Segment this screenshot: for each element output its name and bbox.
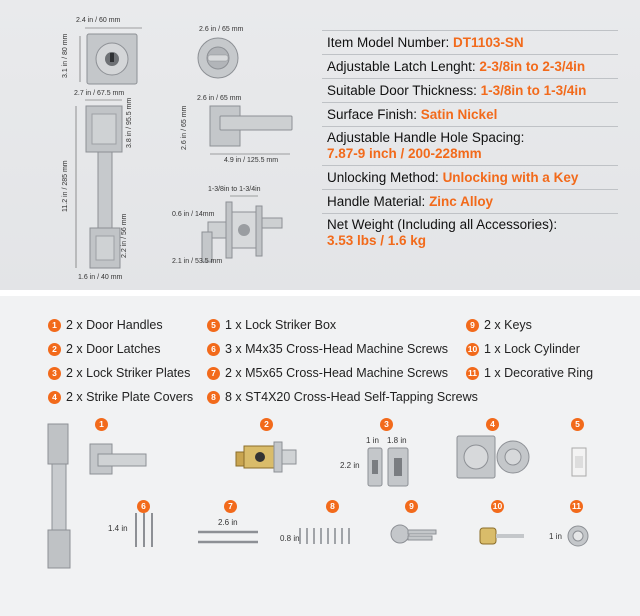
dim-ring: 1 in	[549, 532, 562, 541]
part-5: 5 1 x Lock Striker Box	[207, 318, 336, 332]
dim-door-thickness: 1-3/8in to 1-3/4in	[208, 186, 261, 193]
part-7: 7 2 x M5x65 Cross-Head Machine Screws	[207, 366, 448, 380]
spec-unlocking: Unlocking Method: Unlocking with a Key	[322, 166, 618, 190]
photo-num-8: 8	[326, 500, 339, 513]
dim-deadbolt-height: 3.1 in / 80 mm	[62, 33, 69, 78]
spec-material: Handle Material: Zinc Alloy	[322, 190, 618, 214]
dim-bottom-height: 2.2 in / 56 mm	[121, 213, 128, 258]
photo-num-6: 6	[137, 500, 150, 513]
spec-list	[322, 30, 618, 252]
photo-num-11: 11	[572, 501, 581, 511]
dimension-section	[0, 0, 640, 290]
spec-finish: Surface Finish: Satin Nickel	[322, 103, 618, 127]
dim-plate-height: 3.8 in / 95.5 mm	[126, 97, 133, 148]
photo-num-5: 5	[571, 418, 584, 431]
lever-drawing	[190, 102, 300, 162]
part-8: 8 8 x ST4X20 Cross-Head Self-Tapping Screws	[207, 390, 478, 404]
part-4: 4 2 x Strike Plate Covers	[48, 390, 193, 404]
dim-bottom-width: 1.6 in / 40 mm	[78, 274, 123, 281]
dim-plate-width: 2.7 in / 67.5 mm	[74, 90, 125, 97]
strike-cover-photo	[455, 434, 535, 480]
part-9: 9 2 x Keys	[466, 318, 532, 332]
photo-num-4: 4	[486, 418, 499, 431]
dim-striker-a: 1 in	[366, 436, 379, 445]
part-1: 1 2 x Door Handles	[48, 318, 163, 332]
dim-striker-c: 2.2 in	[340, 461, 360, 470]
keys-photo	[390, 522, 440, 546]
package-contents	[0, 296, 640, 616]
dim-ring-diameter: 2.6 in / 65 mm	[199, 26, 244, 33]
decorative-ring-photo	[566, 524, 590, 548]
deadbolt-knob-drawing	[196, 36, 246, 86]
striker-box-photo	[570, 446, 590, 480]
dim-rose-diameter: 2.6 in / 65 mm	[197, 95, 242, 102]
latch-photo	[230, 436, 300, 476]
photo-num-9: 9	[405, 500, 418, 513]
st4-screws-photo	[298, 526, 358, 548]
m5-screws-photo	[196, 528, 262, 548]
spec-door-thickness: Suitable Door Thickness: 1-3/8in to 1-3/4in	[322, 79, 618, 103]
dim-lever-length: 4.9 in / 125.5 mm	[224, 157, 279, 164]
dim-backset: 2.1 in / 53.5 mm	[172, 258, 223, 265]
part-10: 10 1 x Lock Cylinder	[467, 342, 580, 356]
part-2: 2 2 x Door Latches	[48, 342, 161, 356]
photo-num-1: 1	[95, 418, 108, 431]
spec-model: Item Model Number: DT1103-SN	[322, 30, 618, 55]
dim-screw-m5: 2.6 in	[218, 518, 238, 527]
photo-num-3: 3	[380, 418, 393, 431]
deadbolt-drawing	[60, 24, 150, 84]
spec-hole-spacing: Adjustable Handle Hole Spacing: 7.87-9 inch / 200-228mm	[322, 127, 618, 166]
dim-striker-b: 1.8 in	[387, 436, 407, 445]
dim-deadbolt-width: 2.4 in / 60 mm	[76, 17, 121, 24]
spec-weight: Net Weight (Including all Accessories): 3.53 lbs / 1.6 kg	[327, 217, 558, 248]
dim-screw-st4: 0.8 in	[280, 534, 300, 543]
part-11: 11 1 x Decorative Ring	[468, 366, 594, 380]
spec-latch-length: Adjustable Latch Lenght: 2-3/8in to 2-3/4in	[322, 55, 618, 79]
dim-rose-height: 2.6 in / 65 mm	[181, 105, 188, 150]
part-6: 6 3 x M4x35 Cross-Head Machine Screws	[207, 342, 448, 356]
m4-screws-photo	[132, 511, 162, 551]
dim-latch-depth: 0.6 in / 14mm	[172, 211, 215, 218]
part-3: 3 2 x Lock Striker Plates	[48, 366, 190, 380]
dim-screw-m4: 1.4 in	[108, 524, 128, 533]
dim-total-height: 11.2 in / 285 mm	[62, 160, 69, 212]
photo-num-2: 2	[260, 418, 273, 431]
striker-plate-photo	[366, 446, 416, 490]
lock-cylinder-photo	[478, 526, 528, 546]
photo-num-7: 7	[224, 500, 237, 513]
photo-num-10: 10	[492, 501, 503, 511]
